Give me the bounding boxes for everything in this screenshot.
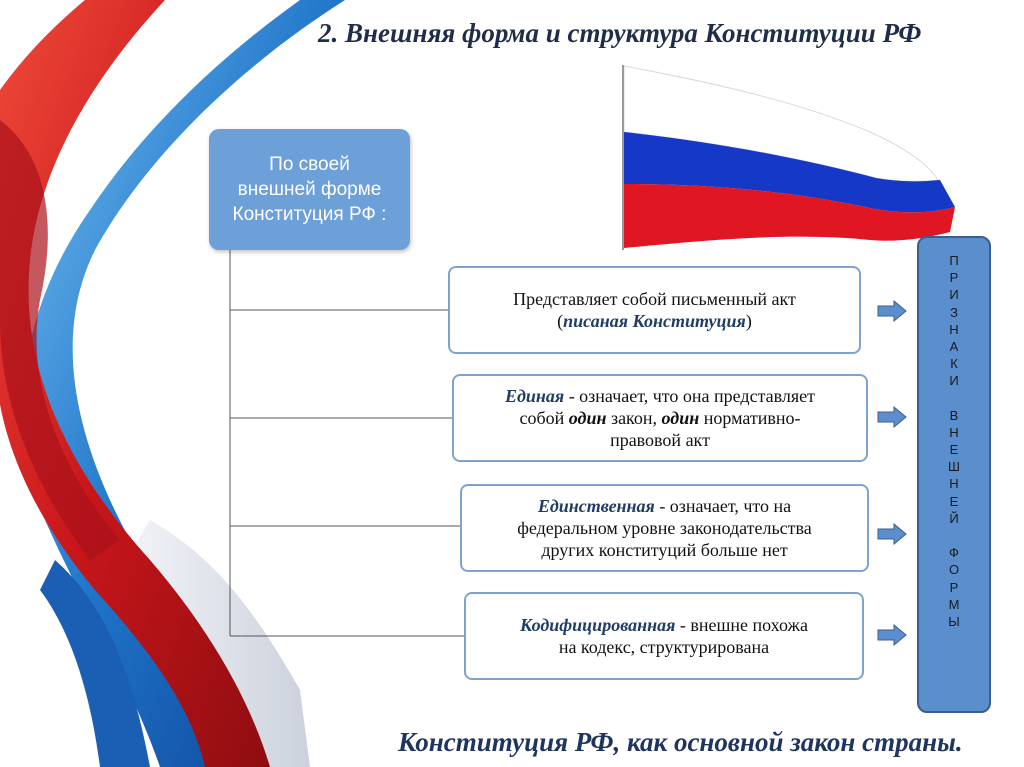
side-label-letter: Е — [949, 442, 959, 458]
side-label-letter: Й — [949, 510, 959, 526]
side-label-letter: О — [948, 562, 960, 578]
item-written — [448, 266, 861, 354]
item-text: правовой акт — [610, 430, 710, 450]
item-codified — [464, 592, 864, 680]
item-line — [460, 310, 849, 332]
item-emphasis: один — [661, 408, 700, 428]
side-label-letter: И — [949, 287, 959, 303]
item-text: других конституций больше нет — [541, 540, 788, 560]
side-label-letter: В — [949, 407, 959, 423]
side-label-letter: Н — [949, 321, 959, 337]
item-text: на кодекс, структурирована — [558, 637, 770, 657]
item-line — [464, 429, 856, 451]
item-text: - означает, что на — [654, 496, 792, 516]
side-label-letter: Е — [949, 493, 959, 509]
side-label-letter: Н — [949, 424, 959, 440]
root-line: По своей — [269, 154, 350, 175]
side-label-letter: М — [948, 596, 960, 612]
features-of-external-form-label — [917, 236, 991, 713]
item-emphasis: Кодифицированная — [520, 615, 676, 635]
root-line: Конституция РФ : — [232, 204, 387, 225]
item-single — [460, 484, 869, 572]
item-line — [472, 539, 857, 561]
russian-flag-image — [620, 62, 955, 252]
side-label-letter: Р — [949, 270, 959, 286]
item-text: - внешне похожа — [675, 615, 808, 635]
item-line — [472, 495, 857, 517]
item-emphasis: один — [568, 408, 607, 428]
item-line — [476, 636, 852, 658]
item-unified — [452, 374, 868, 462]
side-label-letter: Р — [949, 579, 959, 595]
item-text: - означает, что она представляет — [564, 386, 816, 406]
item-text: собой — [519, 408, 569, 428]
side-label-letter: И — [949, 373, 959, 389]
item-text: нормативно- — [699, 408, 801, 428]
side-label-letter: З — [950, 304, 958, 320]
root-line: внешней форме — [237, 179, 382, 200]
item-line — [464, 407, 856, 429]
side-label-letter: А — [949, 338, 959, 354]
arrow-right-icon — [877, 624, 907, 646]
arrow-right-icon — [877, 300, 907, 322]
item-text: ) — [745, 311, 752, 331]
item-line — [460, 288, 849, 310]
footer-caption: Конституция РФ, как основной закон страны. — [398, 727, 963, 757]
item-line — [472, 517, 857, 539]
item-text: федеральном уровне законодательства — [517, 518, 812, 538]
item-text: Представляет собой письменный акт — [513, 289, 796, 309]
side-label-letter: Ш — [948, 459, 960, 475]
side-label-letter: Ф — [949, 545, 959, 561]
root-box — [209, 129, 410, 250]
item-emphasis: Единственная — [537, 496, 655, 516]
side-label-letter: П — [949, 253, 959, 268]
item-text: закон, — [606, 408, 662, 428]
side-label-letter — [919, 390, 989, 407]
item-line — [464, 385, 856, 407]
arrow-right-icon — [877, 523, 907, 545]
page-title: 2. Внешняя форма и структура Конституции РФ — [318, 18, 922, 48]
item-emphasis: писаная Конституция — [563, 311, 746, 331]
arrow-right-icon — [877, 406, 907, 428]
item-text: ( — [557, 311, 564, 331]
side-label-letter: Н — [949, 476, 959, 492]
side-label-letter: К — [950, 356, 958, 372]
side-label-letter: Ы — [948, 613, 960, 629]
item-line — [476, 614, 852, 636]
item-emphasis: Единая — [504, 386, 565, 406]
side-label-letter — [919, 527, 989, 544]
